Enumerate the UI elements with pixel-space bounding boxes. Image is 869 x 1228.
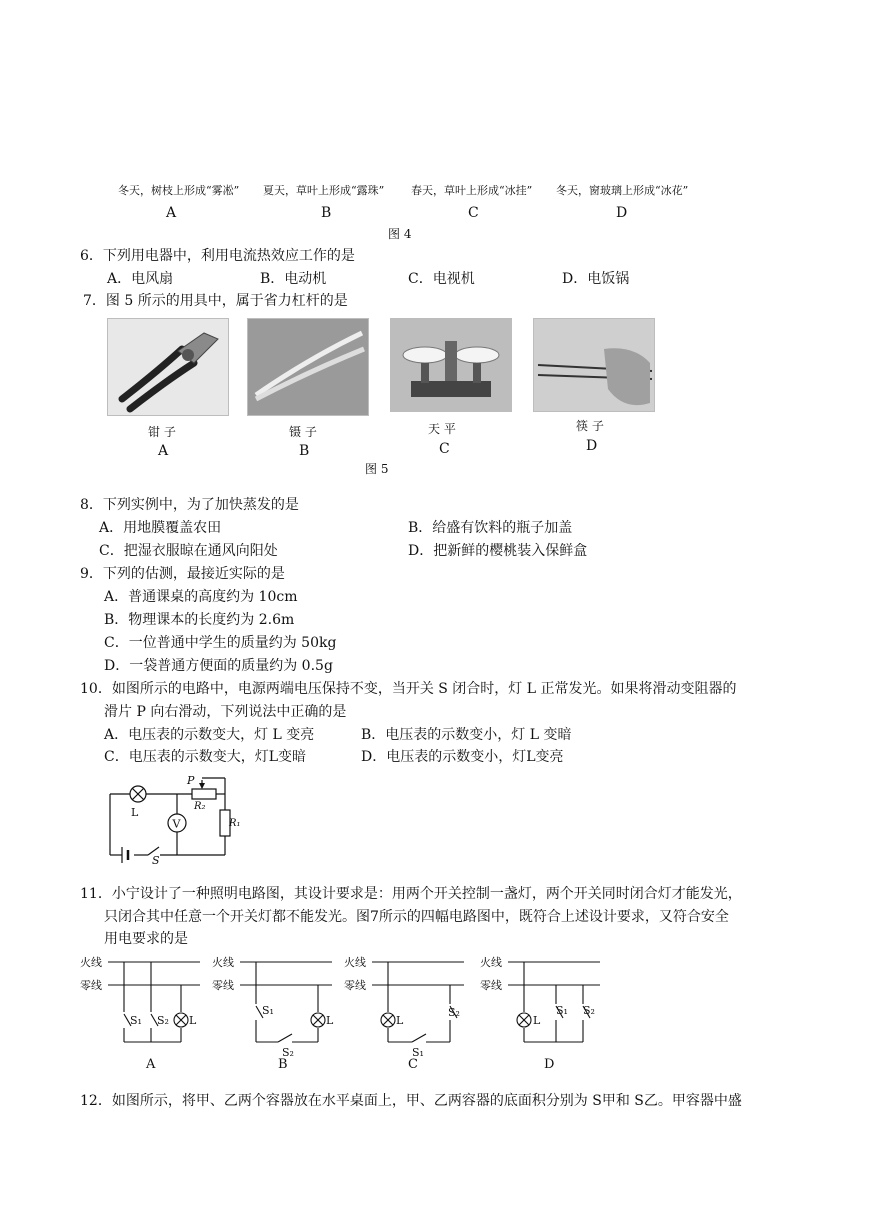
fig4-item-a-letter: A: [166, 205, 177, 221]
label-p: P: [187, 776, 195, 787]
label-r2: R₂: [194, 801, 206, 812]
q7-stem: 7．图 5 所示的用具中，属于省力杠杆的是: [83, 293, 348, 309]
q10-option-c: C．电压表的示数变大，灯L变暗: [104, 749, 307, 765]
lamp-l-icon: [130, 786, 146, 802]
fig4-item-c-text: 春天，草叶上形成“冰挂”: [411, 184, 533, 197]
q7-item-d-letter: D: [586, 438, 598, 454]
circuit-d-fire-label: 火线: [480, 956, 502, 969]
q6-option-b: B．电动机: [260, 271, 327, 287]
q8-option-b: B．给盛有饮料的瓶子加盖: [408, 520, 573, 536]
slider-p-arrow-icon: [199, 783, 205, 789]
q7-item-a-name: 钳 子: [148, 425, 176, 439]
chopsticks-photo: [533, 318, 655, 412]
circuit-b-zero-label: 零线: [212, 979, 234, 992]
q7-item-d-name: 筷 子: [576, 419, 604, 433]
circuit-c: [344, 955, 464, 1072]
fig4-item-b-letter: B: [321, 205, 332, 221]
q8-option-c: C．把湿衣服晾在通风向阳处: [99, 543, 278, 559]
voltmeter-label: V: [172, 817, 181, 831]
fig4-item-d-letter: D: [616, 205, 628, 221]
voltmeter-icon: [168, 814, 186, 832]
fig4-item-b-text: 夏天，草叶上形成“露珠”: [263, 184, 385, 197]
circuit-a-zero-label: 零线: [80, 979, 102, 992]
circuit-c-s1: S₁: [412, 1046, 424, 1059]
circuit-a-l: L: [189, 1014, 197, 1027]
balance-icon: [391, 319, 511, 411]
q8-stem: 8．下列实例中，为了加快蒸发的是: [80, 497, 299, 513]
q6-stem: 6．下列用电器中，利用电流热效应工作的是: [80, 248, 355, 264]
q11-line3: 用电要求的是: [104, 931, 188, 947]
circuit-b-fire-label: 火线: [212, 956, 234, 969]
fig4-caption: 图 4: [388, 227, 412, 241]
circuit-d-s1: S₁: [556, 1004, 568, 1017]
circuit-a-letter: A: [146, 1057, 156, 1072]
tweezers-photo: [247, 318, 369, 416]
rheostat-r2-icon: [192, 789, 216, 799]
q7-item-b-name: 镊 子: [289, 425, 317, 439]
tweezers-icon: [248, 319, 368, 415]
q7-item-a-letter: A: [158, 443, 169, 459]
fig5-caption: 图 5: [365, 462, 389, 476]
pliers-icon: [108, 319, 228, 415]
q9-option-a: A．普通课桌的高度约为 10cm: [104, 589, 298, 605]
pliers-photo: [107, 318, 229, 416]
circuit-b-lamp-icon: [311, 1013, 325, 1027]
q12-line1: 12．如图所示，将甲、乙两个容器放在水平桌面上，甲、乙两容器的底面积分别为 S甲和 S乙。甲容器中盛: [80, 1093, 742, 1109]
circuit-d-zero-label: 零线: [480, 979, 502, 992]
circuit-d: [480, 955, 600, 1072]
circuit-a-fire-label: 火线: [80, 956, 102, 969]
q6-option-d: D．电饭锅: [562, 271, 630, 287]
label-l: L: [131, 806, 139, 819]
q7-item-b-letter: B: [299, 443, 310, 459]
circuit-c-zero-label: 零线: [344, 979, 366, 992]
label-r1: R₁: [229, 818, 241, 829]
fig4-item-a-text: 冬天，树枝上形成“雾凇”: [118, 184, 240, 197]
q10-option-b: B．电压表的示数变小，灯 L 变暗: [361, 727, 572, 743]
circuit-a-s2: S₂: [157, 1014, 169, 1027]
q8-option-d: D．把新鲜的樱桃装入保鲜盒: [408, 543, 588, 559]
q10-circuit-diagram: [104, 776, 254, 866]
circuit-a-lamp-icon: [174, 1013, 188, 1027]
circuit-c-lamp-icon: [381, 1013, 395, 1027]
circuit-a: [80, 955, 200, 1072]
fig4-item-c-letter: C: [468, 205, 479, 221]
q7-item-c-letter: C: [439, 441, 450, 457]
q6-option-a: A．电风扇: [107, 271, 174, 287]
fig4-item-d-text: 冬天，窗玻璃上形成“冰花”: [556, 184, 689, 197]
q11-circuits: [78, 950, 608, 1075]
q7-item-c-name: 天 平: [428, 422, 456, 436]
circuit-d-lamp-icon: [517, 1013, 531, 1027]
label-s: S: [152, 854, 160, 866]
circuit-b-s2: S₂: [282, 1046, 294, 1059]
circuit-c-fire-label: 火线: [344, 956, 366, 969]
q11-line1: 11．小宁设计了一种照明电路图，其设计要求是：用两个开关控制一盏灯，两个开关同时闭合灯才能发光，: [80, 886, 742, 902]
q11-line2: 只闭合其中任意一个开关灯都不能发光。图7所示的四幅电路图中，既符合上述设计要求，又符合安全: [104, 909, 729, 925]
q6-option-c: C．电视机: [408, 271, 475, 287]
q9-stem: 9．下列的估测，最接近实际的是: [80, 566, 285, 582]
q9-option-b: B．物理课本的长度约为 2.6m: [104, 612, 295, 628]
q10-option-d: D．电压表的示数变小，灯L变亮: [361, 749, 564, 765]
circuit-d-s2: S₂: [583, 1004, 595, 1017]
balance-photo: [390, 318, 512, 412]
q10-stem-line1: 10．如图所示的电路中，电源两端电压保持不变，当开关 S 闭合时，灯 L 正常发光。如果将滑动变阻器的: [80, 681, 737, 697]
circuit-d-letter: D: [544, 1057, 555, 1072]
circuit-d-l: L: [533, 1014, 541, 1027]
q8-option-a: A．用地膜覆盖农田: [99, 520, 222, 536]
circuit-c-s2: S₂: [448, 1006, 460, 1019]
circuit-b-s1: S₁: [262, 1004, 274, 1017]
circuit-c-letter: C: [408, 1057, 418, 1072]
circuit-a-s1: S₁: [130, 1014, 142, 1027]
circuit-c-l: L: [396, 1014, 404, 1027]
q10-option-a: A．电压表的示数变大，灯 L 变亮: [104, 727, 315, 743]
chopsticks-icon: [534, 319, 654, 411]
battery-icon: [122, 847, 128, 863]
circuit-b: [212, 955, 334, 1072]
q9-option-d: D．一袋普通方便面的质量约为 0.5g: [104, 658, 333, 674]
circuit-b-l: L: [326, 1014, 334, 1027]
q10-stem-line2: 滑片 P 向右滑动，下列说法中正确的是: [104, 704, 347, 720]
circuit-b-letter: B: [278, 1057, 288, 1072]
q9-option-c: C．一位普通中学生的质量约为 50kg: [104, 635, 337, 651]
